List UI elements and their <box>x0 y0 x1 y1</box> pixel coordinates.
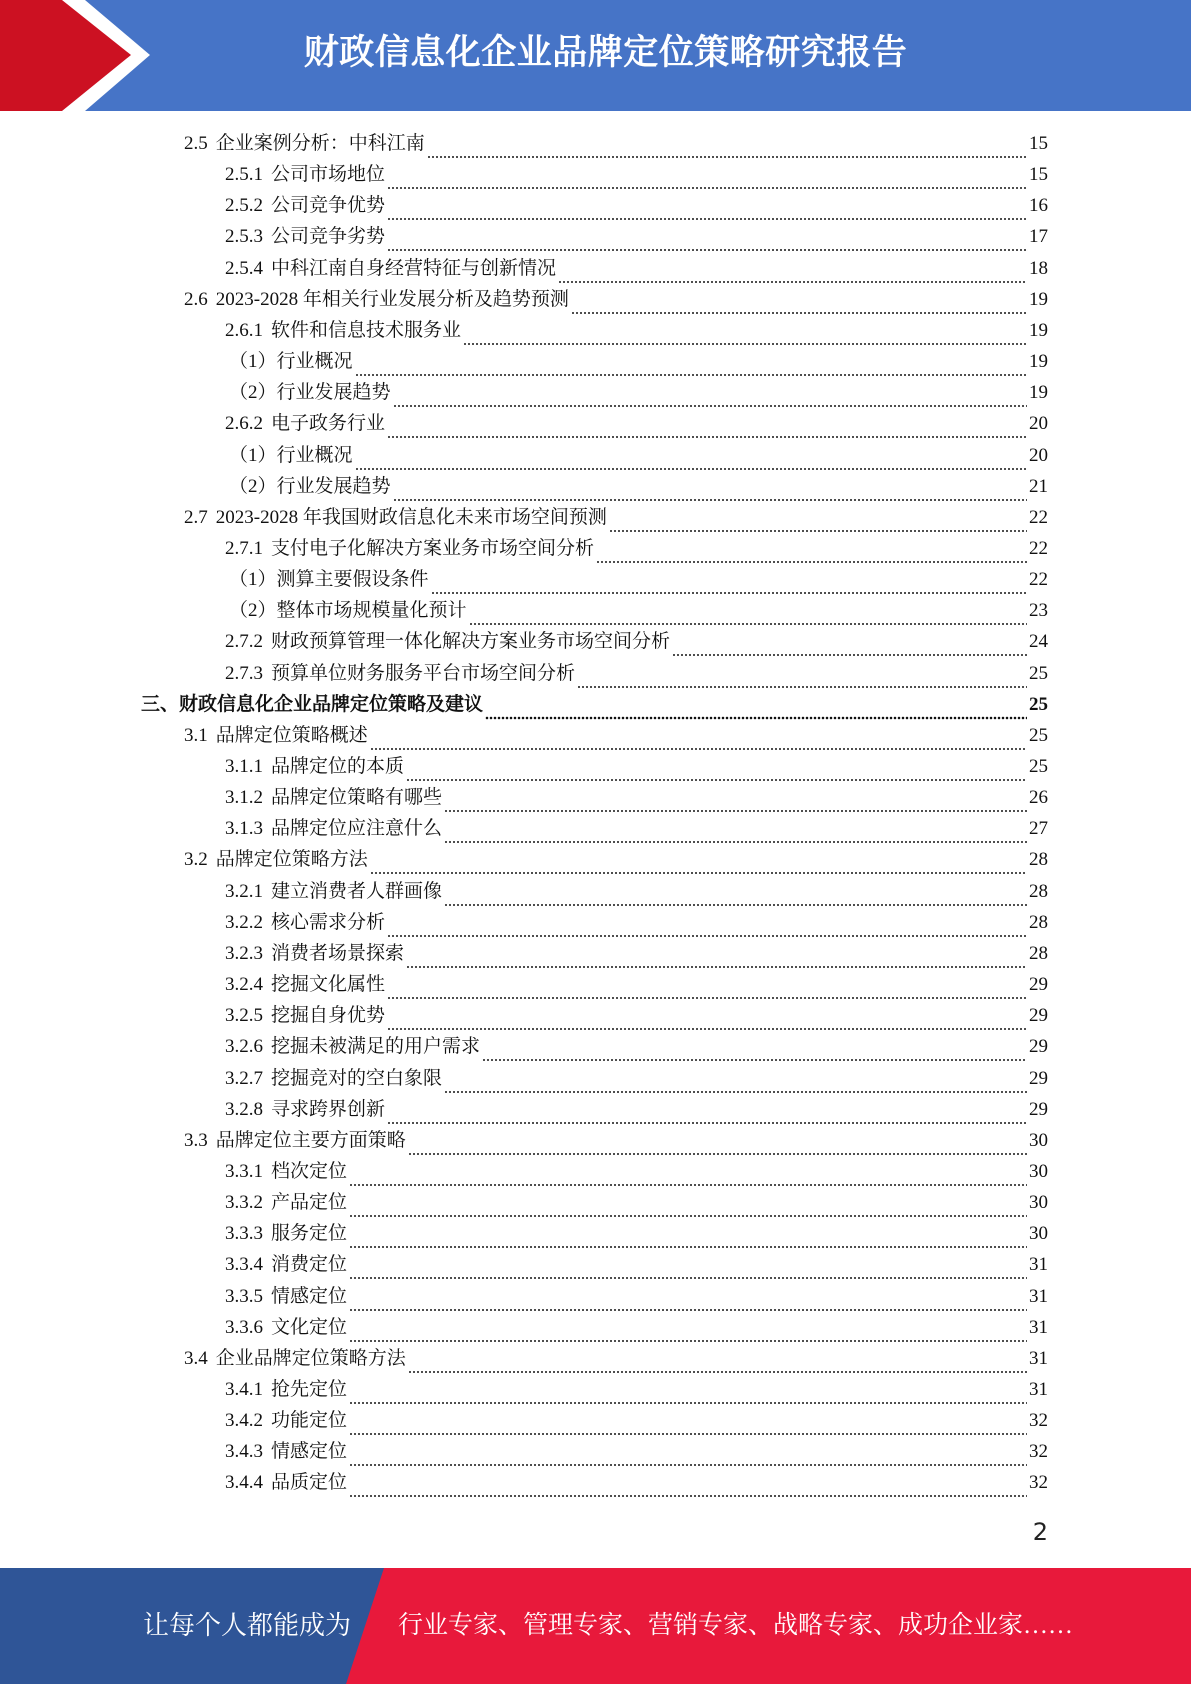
toc-entry-page: 29 <box>1029 1098 1048 1120</box>
toc-entry[interactable] <box>184 502 1048 533</box>
toc-entry-label <box>225 1312 347 1343</box>
toc-leader-dots <box>349 1445 1027 1467</box>
toc-entry-number: 3.4 <box>184 1347 208 1369</box>
page-header <box>0 0 1191 111</box>
toc-entry-label <box>184 844 368 875</box>
toc-entry-number: 3.3.3 <box>225 1223 263 1245</box>
toc-entry[interactable] <box>225 751 1048 782</box>
toc-entry-label <box>225 1000 385 1031</box>
toc-leader-dots <box>387 168 1027 190</box>
toc-entry-page: 32 <box>1029 1472 1048 1494</box>
toc-leader-dots <box>463 324 1027 346</box>
toc-entry-label <box>225 159 385 190</box>
page-footer <box>0 1568 1191 1684</box>
toc-entry-page: 28 <box>1029 942 1048 964</box>
toc-entry-title: 支付电子化解决方案业务市场空间分析 <box>271 537 595 559</box>
toc-entry-label <box>225 1436 347 1467</box>
footer-slogan-right: 行业专家、管理专家、营销专家、战略专家、成功企业家…… <box>398 1612 1074 1639</box>
toc-entry-label <box>225 938 404 969</box>
toc-entry-label <box>184 720 368 751</box>
toc-leader-dots <box>370 853 1027 875</box>
toc-entry-label <box>225 751 404 782</box>
toc-entry-number: 3.3.6 <box>225 1316 263 1338</box>
footer-slogan-left: 让每个人都能成为 <box>143 1611 352 1640</box>
toc-leader-dots <box>349 1476 1027 1498</box>
toc-entry-page: 30 <box>1029 1160 1048 1182</box>
toc-entry-title: 2023-2028 年相关行业发展分析及趋势预测 <box>215 288 569 310</box>
toc-entry-number: 3.2.5 <box>225 1005 263 1027</box>
toc-entry-page: 31 <box>1029 1316 1048 1338</box>
toc-leader-dots <box>349 1383 1027 1405</box>
toc-entry-number: 2.5.1 <box>225 164 263 186</box>
toc-leader-dots <box>485 698 1027 720</box>
toc-entry-page: 28 <box>1029 849 1048 871</box>
toc-leader-dots <box>571 293 1027 315</box>
toc-entry-number: 3.2.7 <box>225 1067 263 1089</box>
toc-entry-label <box>225 658 575 689</box>
toc-entry[interactable] <box>229 595 1048 626</box>
toc-entry-number: 2.7.1 <box>225 537 263 559</box>
toc-entry-title: 公司竞争劣势 <box>271 226 386 248</box>
toc-entry-number: 3.2.3 <box>225 942 263 964</box>
toc-entry[interactable] <box>225 626 1048 657</box>
toc-entry[interactable] <box>225 938 1048 969</box>
toc-entry-label <box>229 471 391 502</box>
page-number: 2 <box>1032 1518 1048 1546</box>
toc-entry-title: 财政信息化企业品牌定位策略及建议 <box>179 693 484 715</box>
toc-entry-title: 服务定位 <box>271 1223 348 1245</box>
toc-leader-dots <box>469 604 1027 626</box>
toc-entry-page: 27 <box>1029 818 1048 840</box>
toc-entry-label <box>225 1187 347 1218</box>
toc-entry-page: 15 <box>1029 164 1048 186</box>
toc-leader-dots <box>349 1227 1027 1249</box>
toc-entry-title: 消费者场景探索 <box>271 942 405 964</box>
toc-entry-label <box>225 1374 347 1405</box>
toc-entry-label <box>184 502 607 533</box>
toc-entry-page: 31 <box>1029 1347 1048 1369</box>
toc-leader-dots <box>349 1165 1027 1187</box>
toc-entry-page: 29 <box>1029 1067 1048 1089</box>
toc-entry-title: （1）测算主要假设条件 <box>229 569 429 591</box>
toc-leader-dots <box>349 1196 1027 1218</box>
toc-entry-title: （2）整体市场规模量化预计 <box>229 600 467 622</box>
toc-entry-number: 2.6.2 <box>225 413 263 435</box>
toc-entry-label <box>229 377 391 408</box>
toc-entry-title: 品牌定位主要方面策略 <box>215 1129 406 1151</box>
toc-leader-dots <box>444 885 1027 907</box>
toc-entry-label <box>225 969 385 1000</box>
toc-entry-title: 寻求跨界创新 <box>271 1098 386 1120</box>
toc-entry-number: 3.2.6 <box>225 1036 263 1058</box>
toc-entry[interactable] <box>225 1281 1048 1312</box>
toc-entry[interactable] <box>225 1467 1048 1498</box>
toc-entry-label <box>225 190 385 221</box>
toc-entry-page: 25 <box>1029 662 1048 684</box>
toc-leader-dots <box>393 480 1027 502</box>
toc-leader-dots <box>349 1414 1027 1436</box>
toc-leader-dots <box>444 1072 1027 1094</box>
toc-entry-page: 28 <box>1029 880 1048 902</box>
toc-entry[interactable] <box>225 533 1048 564</box>
toc-leader-dots <box>431 573 1027 595</box>
toc-entry-number: 2.6 <box>184 288 208 310</box>
toc-entry-title: 企业品牌定位策略方法 <box>215 1347 406 1369</box>
toc-entry-title: 品牌定位策略概述 <box>215 724 368 746</box>
toc-entry-page: 20 <box>1029 444 1048 466</box>
toc-leader-dots <box>349 1321 1027 1343</box>
toc-entry-title: 档次定位 <box>271 1160 348 1182</box>
toc-leader-dots <box>408 1134 1027 1156</box>
toc-entry-page: 23 <box>1029 600 1048 622</box>
toc-entry[interactable] <box>225 1031 1048 1062</box>
toc-entry-title: 品质定位 <box>271 1472 348 1494</box>
toc-entry[interactable] <box>225 782 1048 813</box>
toc-leader-dots <box>408 1352 1027 1374</box>
toc-entry-number: 3.2.2 <box>225 911 263 933</box>
toc-entry-number: 3.1.2 <box>225 787 263 809</box>
toc-entry-title: 功能定位 <box>271 1410 348 1432</box>
toc-entry-title: 品牌定位应注意什么 <box>271 818 443 840</box>
toc-entry-number: 3.3 <box>184 1129 208 1151</box>
toc-leader-dots <box>355 449 1027 471</box>
toc-entry-number: 3.4.2 <box>225 1410 263 1432</box>
toc-entry[interactable] <box>141 689 1048 720</box>
toc-entry-label <box>229 440 353 471</box>
toc-entry[interactable] <box>225 1249 1048 1280</box>
toc-entry[interactable] <box>225 1405 1048 1436</box>
toc-entry-number: 三、 <box>141 693 180 715</box>
toc-entry[interactable] <box>225 190 1048 221</box>
toc-entry-label <box>141 689 483 720</box>
toc-entry-page: 22 <box>1029 537 1048 559</box>
toc-entry-title: 品牌定位的本质 <box>271 756 405 777</box>
toc-entry-title: 消费定位 <box>271 1254 348 1276</box>
toc-entry[interactable] <box>225 1187 1048 1218</box>
toc-leader-dots <box>387 916 1027 938</box>
toc-entry-page: 17 <box>1029 226 1048 248</box>
toc-entry-title: 公司竞争优势 <box>271 195 386 217</box>
toc-entry-page: 29 <box>1029 1036 1048 1058</box>
toc-entry-page: 19 <box>1029 382 1048 404</box>
toc-entry-title: 中科江南自身经营特征与创新情况 <box>271 257 557 279</box>
toc-entry-label <box>225 1031 480 1062</box>
toc-leader-dots <box>558 262 1027 284</box>
toc-entry-page: 22 <box>1029 569 1048 591</box>
toc-leader-dots <box>482 1040 1027 1062</box>
toc-entry-page: 29 <box>1029 1005 1048 1027</box>
toc-entry-page: 19 <box>1029 288 1048 310</box>
toc-entry[interactable] <box>225 1156 1048 1187</box>
toc-entry-number: 2.5.2 <box>225 195 263 217</box>
toc-entry-page: 31 <box>1029 1254 1048 1276</box>
toc-leader-dots <box>387 978 1027 1000</box>
toc-entry[interactable] <box>225 1000 1048 1031</box>
toc-entry-title: 产品定位 <box>271 1192 348 1214</box>
toc-entry-title: 文化定位 <box>271 1316 348 1338</box>
toc-entry-number: 2.7.2 <box>225 631 263 653</box>
toc-entry-label <box>225 1249 347 1280</box>
toc-entry-number: 2.6.1 <box>225 319 263 341</box>
toc-entry-page: 21 <box>1029 475 1048 497</box>
toc-entry-page: 22 <box>1029 506 1048 528</box>
toc-entry-label <box>225 1281 347 1312</box>
toc-entry-label <box>225 1405 347 1436</box>
toc-entry-label <box>184 284 569 315</box>
toc-leader-dots <box>609 511 1027 533</box>
toc-entry-label <box>225 1063 442 1094</box>
toc-entry[interactable] <box>225 1374 1048 1405</box>
toc-entry-label <box>229 346 353 377</box>
toc-entry[interactable] <box>225 1312 1048 1343</box>
toc-entry-title: 核心需求分析 <box>271 911 386 933</box>
toc-entry-label <box>184 128 425 159</box>
toc-entry[interactable] <box>225 1218 1048 1249</box>
toc-entry-page: 25 <box>1029 756 1048 777</box>
toc-entry-number: 3.3.2 <box>225 1192 263 1214</box>
toc-entry-title: （1）行业概况 <box>229 351 353 373</box>
toc-entry[interactable] <box>225 221 1048 252</box>
toc-entry-title: （2）行业发展趋势 <box>229 382 391 404</box>
toc-entry[interactable] <box>225 1063 1048 1094</box>
toc-leader-dots <box>444 822 1027 844</box>
report-title: 财政信息化企业品牌定位策略研究报告 <box>303 33 908 73</box>
toc-entry[interactable] <box>225 969 1048 1000</box>
toc-entry-page: 26 <box>1029 787 1048 809</box>
toc-entry-label <box>225 1094 385 1125</box>
toc-entry-page: 25 <box>1029 724 1048 746</box>
toc-entry[interactable] <box>225 408 1048 439</box>
toc-entry-title: 财政预算管理一体化解决方案业务市场空间分析 <box>271 631 671 653</box>
toc-entry-title: 预算单位财务服务平台市场空间分析 <box>271 662 576 684</box>
toc-entry-number: 2.7 <box>184 506 208 528</box>
toc-entry-page: 32 <box>1029 1441 1048 1463</box>
toc-leader-dots <box>387 199 1027 221</box>
toc-entry-number: 3.1.1 <box>225 756 263 777</box>
toc-leader-dots <box>370 729 1027 751</box>
toc-entry-title: 建立消费者人群画像 <box>271 880 443 902</box>
toc-entry[interactable] <box>229 564 1048 595</box>
toc-entry-label <box>184 1125 406 1156</box>
toc-entry-label <box>225 221 385 252</box>
toc-leader-dots <box>387 1103 1027 1125</box>
toc-entry-label <box>225 253 556 284</box>
toc-entry-page: 30 <box>1029 1223 1048 1245</box>
toc-entry[interactable] <box>225 907 1048 938</box>
toc-entry-title: 电子政务行业 <box>271 413 386 435</box>
toc-leader-dots <box>596 542 1027 564</box>
toc-entry-page: 19 <box>1029 351 1048 373</box>
toc-leader-dots <box>672 635 1027 657</box>
toc-entry[interactable] <box>184 1343 1048 1374</box>
toc-entry[interactable] <box>229 471 1048 502</box>
toc-entry-label <box>225 1218 347 1249</box>
toc-entry-page: 30 <box>1029 1192 1048 1214</box>
toc-leader-dots <box>349 1290 1027 1312</box>
toc-entry-number: 3.3.4 <box>225 1254 263 1276</box>
toc-entry-title: 品牌定位策略方法 <box>215 849 368 871</box>
toc-entry-label <box>225 408 385 439</box>
toc-entry-title: 品牌定位策略有哪些 <box>271 787 443 809</box>
toc-entry-page: 32 <box>1029 1410 1048 1432</box>
toc-entry-title: 抢先定位 <box>271 1379 348 1400</box>
toc-entry[interactable] <box>225 1094 1048 1125</box>
toc-entry-page: 30 <box>1029 1129 1048 1151</box>
toc-entry-title: 公司市场地位 <box>271 164 386 186</box>
toc-entry-number: 2.7.3 <box>225 662 263 684</box>
toc-entry-number: 3.2.4 <box>225 974 263 996</box>
toc-entry-page: 18 <box>1029 257 1048 279</box>
toc-entry-label <box>225 813 442 844</box>
toc-leader-dots <box>406 947 1027 969</box>
toc-entry-number: 3.4.3 <box>225 1441 263 1463</box>
toc-entry[interactable] <box>229 440 1048 471</box>
toc-entry-page: 31 <box>1029 1285 1048 1307</box>
toc-entry-label <box>229 564 429 595</box>
toc-leader-dots <box>427 137 1027 159</box>
toc-entry[interactable] <box>184 720 1048 751</box>
toc-entry-number: 3.2.1 <box>225 880 263 902</box>
toc-entry-number: 2.5.4 <box>225 257 263 279</box>
toc-entry-title: 挖掘自身优势 <box>271 1005 386 1027</box>
toc-entry-number: 3.1.3 <box>225 818 263 840</box>
toc-entry[interactable] <box>229 346 1048 377</box>
toc-entry-number: 3.2 <box>184 849 208 871</box>
toc-entry[interactable] <box>225 159 1048 190</box>
toc-leader-dots <box>387 230 1027 252</box>
toc-entry-page: 24 <box>1029 631 1048 653</box>
toc-entry-page: 31 <box>1029 1379 1048 1400</box>
toc-entry-title: 软件和信息技术服务业 <box>271 319 462 341</box>
toc-entry-number: 3.4.4 <box>225 1472 263 1494</box>
toc-entry-label <box>225 782 442 813</box>
toc-entry[interactable] <box>184 128 1048 159</box>
toc-leader-dots <box>406 760 1027 782</box>
toc-entry-label <box>225 315 461 346</box>
toc-leader-dots <box>393 386 1027 408</box>
toc-entry-label <box>229 595 467 626</box>
toc-entry-label <box>225 907 385 938</box>
toc-entry-title: （1）行业概况 <box>229 444 353 466</box>
toc-entry-title: 2023-2028 年我国财政信息化未来市场空间预测 <box>215 506 607 528</box>
toc-entry-title: 企业案例分析：中科江南 <box>215 133 425 154</box>
toc-entry-number: 3.3.1 <box>225 1160 263 1182</box>
toc-entry-title: 情感定位 <box>271 1441 348 1463</box>
toc-entry-page: 29 <box>1029 974 1048 996</box>
toc-entry-label <box>225 1467 347 1498</box>
toc-entry[interactable] <box>184 844 1048 875</box>
toc-entry-label <box>225 626 670 657</box>
toc-entry-title: 情感定位 <box>271 1285 348 1307</box>
toc-entry-page: 15 <box>1029 133 1048 154</box>
toc-leader-dots <box>349 1258 1027 1280</box>
toc-entry[interactable] <box>225 813 1048 844</box>
toc-entry[interactable] <box>225 658 1048 689</box>
toc-leader-dots <box>387 1009 1027 1031</box>
toc-entry-page: 20 <box>1029 413 1048 435</box>
toc-entry-label <box>225 1156 347 1187</box>
toc-leader-dots <box>387 417 1027 439</box>
toc-entry-page: 28 <box>1029 911 1048 933</box>
toc-entry-number: 2.5 <box>184 133 208 154</box>
toc-entry-page: 19 <box>1029 319 1048 341</box>
toc-entry-label <box>184 1343 406 1374</box>
toc-entry[interactable] <box>225 253 1048 284</box>
toc-entry[interactable] <box>225 315 1048 346</box>
toc-leader-dots <box>355 355 1027 377</box>
toc-entry[interactable] <box>225 1436 1048 1467</box>
toc-entry[interactable] <box>225 876 1048 907</box>
toc-entry-title: 挖掘未被满足的用户需求 <box>271 1036 481 1058</box>
toc-entry[interactable] <box>184 1125 1048 1156</box>
toc-entry-title: 挖掘竞对的空白象限 <box>271 1067 443 1089</box>
toc-leader-dots <box>577 667 1027 689</box>
toc-entry-page: 16 <box>1029 195 1048 217</box>
toc-entry-number: 3.2.8 <box>225 1098 263 1120</box>
toc-entry-label <box>225 876 442 907</box>
toc-entry-label <box>225 533 594 564</box>
toc-entry-number: 3.3.5 <box>225 1285 263 1307</box>
toc-entry-page: 25 <box>1029 693 1048 715</box>
toc-entry[interactable] <box>184 284 1048 315</box>
toc-entry[interactable] <box>229 377 1048 408</box>
toc-entry-title: （2）行业发展趋势 <box>229 475 391 497</box>
toc-entry-title: 挖掘文化属性 <box>271 974 386 996</box>
toc-leader-dots <box>444 791 1027 813</box>
toc-entry-number: 2.5.3 <box>225 226 263 248</box>
toc-entry-number: 3.4.1 <box>225 1379 263 1400</box>
toc-entry-number: 3.1 <box>184 724 208 746</box>
